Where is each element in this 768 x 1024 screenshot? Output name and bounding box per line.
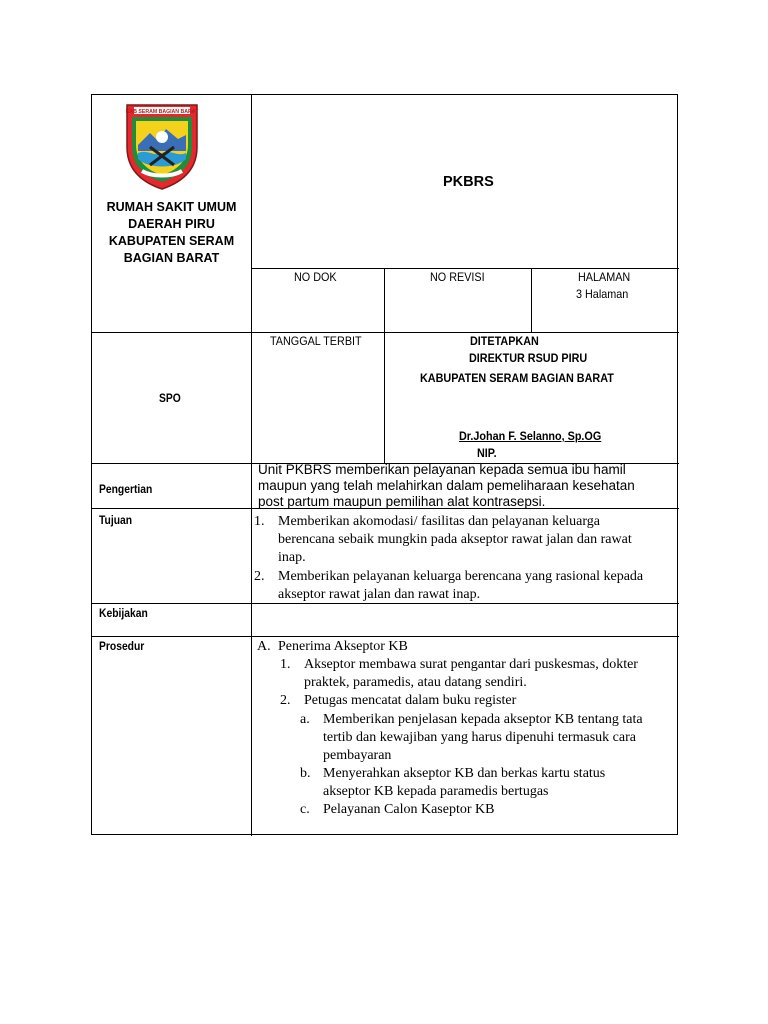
tujuan-item-number: 2.	[254, 569, 265, 584]
hospital-name-line: RUMAH SAKIT UMUM	[106, 200, 237, 214]
prosedur-subitem-line: Menyerahkan akseptor KB dan berkas kartu status	[323, 766, 606, 781]
prosedur-item-line: praktek, paramedis, atau datang sendiri.	[304, 675, 527, 690]
column-divider	[531, 268, 532, 332]
prosedur-subitem-line: pembayaran	[323, 748, 392, 763]
ditetapkan-label: DITETAPKAN	[470, 334, 539, 348]
halaman-value: 3 Halaman	[576, 287, 629, 301]
prosedur-label: Prosedur	[99, 639, 145, 653]
prosedur-subitem-marker: a.	[300, 712, 310, 727]
prosedur-section-title: Penerima Akseptor KB	[278, 639, 408, 654]
hospital-name-line: DAERAH PIRU	[128, 217, 215, 231]
tujuan-label: Tujuan	[99, 513, 133, 527]
pengertian-text-line: Unit PKBRS memberikan pelayanan kepada semua ibu hamil	[258, 462, 626, 477]
halaman-label: HALAMAN	[578, 270, 631, 284]
column-divider	[384, 332, 385, 463]
prosedur-item-number: 2.	[280, 693, 291, 708]
document-title: PKBRS	[443, 174, 494, 190]
prosedur-section-marker: A.	[257, 639, 271, 654]
prosedur-subitem-line: tertib dan kewajiban yang harus dipenuhi termasuk cara	[323, 730, 636, 745]
row-divider	[251, 268, 679, 269]
prosedur-item-line: Akseptor membawa surat pengantar dari puskesmas, dokter	[304, 657, 638, 672]
spo-document	[91, 94, 678, 835]
nip-label: NIP.	[477, 446, 497, 460]
tujuan-item-line: berencana sebaik mungkin pada akseptor rawat jalan dan rawat	[278, 532, 632, 547]
prosedur-subitem-line: Pelayanan Calon Kaseptor KB	[323, 802, 495, 817]
tujuan-item-line: akseptor rawat jalan dan rawat inap.	[278, 587, 481, 602]
row-divider	[92, 332, 679, 333]
regency-emblem-logo	[124, 103, 200, 191]
signer-name: Dr.Johan F. Selanno, Sp.OG	[459, 429, 602, 443]
tujuan-item-number: 1.	[254, 514, 265, 529]
pengertian-label: Pengertian	[99, 482, 153, 496]
tujuan-item-line: inap.	[278, 550, 306, 565]
no-revisi-label: NO REVISI	[430, 270, 485, 284]
prosedur-subitem-line: Memberikan penjelasan kepada akseptor KB tentang tata	[323, 712, 643, 727]
kebijakan-label: Kebijakan	[99, 606, 148, 620]
spo-label: SPO	[159, 391, 181, 405]
tujuan-item-line: Memberikan pelayanan keluarga berencana yang rasional kepada	[278, 569, 644, 584]
hospital-name-line: KABUPATEN SERAM	[108, 234, 235, 248]
prosedur-subitem-marker: c.	[300, 802, 310, 817]
hospital-name-line: BAGIAN BARAT	[123, 251, 220, 265]
tujuan-item-line: Memberikan akomodasi/ fasilitas dan pelayanan keluarga	[278, 514, 601, 529]
pengertian-text-line: maupun yang telah melahirkan dalam pemeliharaan kesehatan	[258, 478, 635, 493]
column-divider	[384, 268, 385, 332]
tanggal-terbit-label: TANGGAL TERBIT	[270, 334, 362, 348]
row-divider	[92, 636, 679, 637]
prosedur-item-number: 1.	[280, 657, 291, 672]
prosedur-subitem-marker: b.	[300, 766, 311, 781]
direktur-label: DIREKTUR RSUD PIRU	[469, 351, 588, 365]
svg-text:KAB SERAM BAGIAN BARAT: KAB SERAM BAGIAN BARAT	[125, 109, 199, 115]
pengertian-text-line: post partum maupun pemilihan alat kontrasepsi.	[258, 494, 546, 509]
column-divider	[251, 95, 252, 836]
kabupaten-label: KABUPATEN SERAM BAGIAN BARAT	[420, 371, 614, 385]
no-dok-label: NO DOK	[294, 270, 337, 284]
hospital-name	[92, 199, 251, 267]
prosedur-item-line: Petugas mencatat dalam buku register	[304, 693, 517, 708]
prosedur-subitem-line: akseptor KB kepada paramedis bertugas	[323, 784, 549, 799]
